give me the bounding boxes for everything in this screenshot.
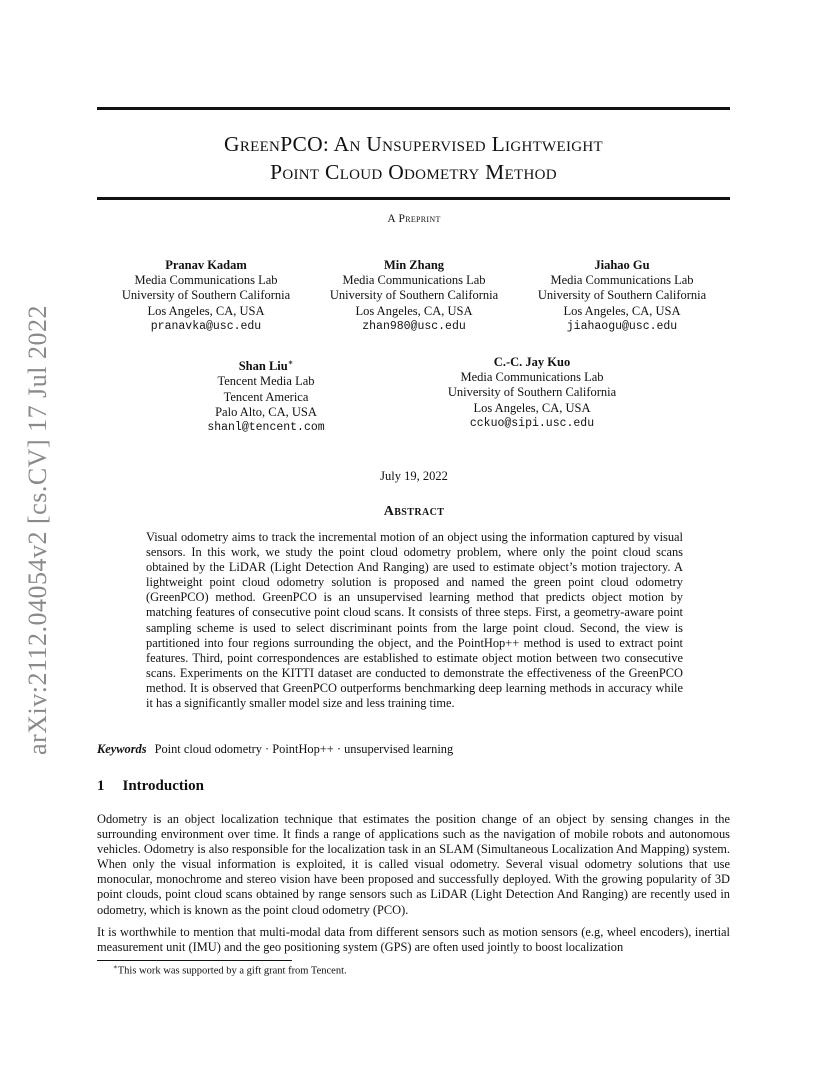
footnote-text: This work was supported by a gift grant from Tencent. xyxy=(117,965,347,977)
section-title: Introduction xyxy=(122,778,204,794)
author-location: Palo Alto, CA, USA xyxy=(215,404,317,419)
footnote xyxy=(113,963,347,977)
author-institution: University of Southern California xyxy=(329,288,499,303)
author-block xyxy=(314,258,514,334)
author-block xyxy=(166,355,366,435)
author-location: Los Angeles, CA, USA xyxy=(563,303,681,318)
author-block xyxy=(106,258,306,334)
preprint-label: A Preprint xyxy=(387,213,441,225)
paper-title xyxy=(97,130,730,186)
author-location: Los Angeles, CA, USA xyxy=(473,400,591,415)
section-number: 1 xyxy=(97,778,105,794)
paper-date: July 19, 2022 xyxy=(380,469,448,483)
keywords-line xyxy=(97,742,453,757)
author-name: Pranav Kadam xyxy=(165,258,247,272)
author-affiliation: Media Communications Lab xyxy=(342,273,486,288)
footnote-mark: ∗ xyxy=(113,963,118,971)
author-name-text: Shan Liu xyxy=(238,359,288,374)
author-institution: Tencent America xyxy=(223,389,309,404)
author-institution: University of Southern California xyxy=(121,288,291,303)
keywords-label: Keywords xyxy=(97,742,147,756)
abstract-heading: Abstract xyxy=(383,504,445,519)
footnote-rule xyxy=(97,960,292,961)
author-name: C.-C. Jay Kuo xyxy=(493,355,571,369)
author-email[interactable]: cckuo@sipi.usc.edu xyxy=(469,416,595,430)
arxiv-stamp: arXiv:2112.04054v2 [cs.CV] 17 Jul 2022 xyxy=(23,305,52,755)
author-footnote-mark: ∗ xyxy=(287,358,294,367)
author-location: Los Angeles, CA, USA xyxy=(355,303,473,318)
author-affiliation: Tencent Media Lab xyxy=(217,374,315,389)
keywords-text: Point cloud odometry · PointHop++ · unsupervised learning xyxy=(154,742,454,756)
author-email[interactable]: jiahaogu@usc.edu xyxy=(566,319,678,333)
title-bottom-rule xyxy=(97,197,730,200)
author-affiliation: Media Communications Lab xyxy=(460,370,604,385)
author-affiliation: Media Communications Lab xyxy=(134,273,278,288)
title-line-2: Point Cloud Odometry Method xyxy=(270,160,557,184)
author-email[interactable]: pranavka@usc.edu xyxy=(150,319,262,333)
author-institution: University of Southern California xyxy=(447,385,617,400)
author-location: Los Angeles, CA, USA xyxy=(147,303,265,318)
title-line-1: GreenPCO: An Unsupervised Lightweight xyxy=(224,132,603,156)
title-top-rule xyxy=(97,107,730,110)
author-name xyxy=(166,355,366,374)
section-heading xyxy=(97,778,204,795)
intro-paragraph-2: It is worthwhile to mention that multi-modal data from different sensors such as motion sensors (e.g, wheel encoders), inertial measurement unit (IMU) and the geo positioning system (GPS) are often used jointly to boost localization xyxy=(97,925,730,955)
author-email[interactable]: shanl@tencent.com xyxy=(207,420,325,434)
author-name: Min Zhang xyxy=(383,258,445,272)
author-affiliation: Media Communications Lab xyxy=(550,273,694,288)
author-name: Jiahao Gu xyxy=(594,258,650,272)
author-email[interactable]: zhan980@usc.edu xyxy=(362,319,466,333)
author-block xyxy=(522,258,722,334)
author-block xyxy=(422,355,642,431)
author-institution: University of Southern California xyxy=(537,288,707,303)
intro-paragraph-1: Odometry is an object localization technique that estimates the position change of an object by sensing changes in the surrounding environment over time. It finds a range of applications such as the navigation of mobile robots and autonomous vehicles. Odometry is also responsible for the localization task in an SLAM (Simultaneous Localization And Mapping) system. When only the visual information is exploited, it is called visual odometry. Several visual odometry solutions that use monocular, monochrome and stereo vision have been proposed and successfully deployed. With the growing popularity of 3D point clouds, point cloud scans obtained by range sensors such as LiDAR (Light Detection And Ranging) are recently used in odometry, which is known as the point cloud odometry (PCO). xyxy=(97,812,730,917)
abstract-body: Visual odometry aims to track the incremental motion of an object using the information captured by visual sensors. In this work, we study the point cloud odometry problem, where only the point cloud scans obtained by the LiDAR (Light Detection And Ranging) are used to estimate object’s motion trajectory. A lightweight point cloud odometry solution is proposed and named the green point cloud odometry (GreenPCO) method. GreenPCO is an unsupervised learning method that predicts object motion by matching features of consecutive point cloud scans. It consists of three steps. First, a geometry-aware point sampling scheme is used to select discriminant points from the large point cloud. Second, the view is partitioned into four regions surrounding the object, and the PointHop++ method is used to extract point features. Third, point correspondences are established to estimate object motion between two consecutive scans. Experiments on the KITTI dataset are conducted to demonstrate the effectiveness of the GreenPCO method. It is observed that GreenPCO outperforms benchmarking deep learning methods in accuracy while it has a significantly smaller model size and less training time. xyxy=(146,530,683,711)
